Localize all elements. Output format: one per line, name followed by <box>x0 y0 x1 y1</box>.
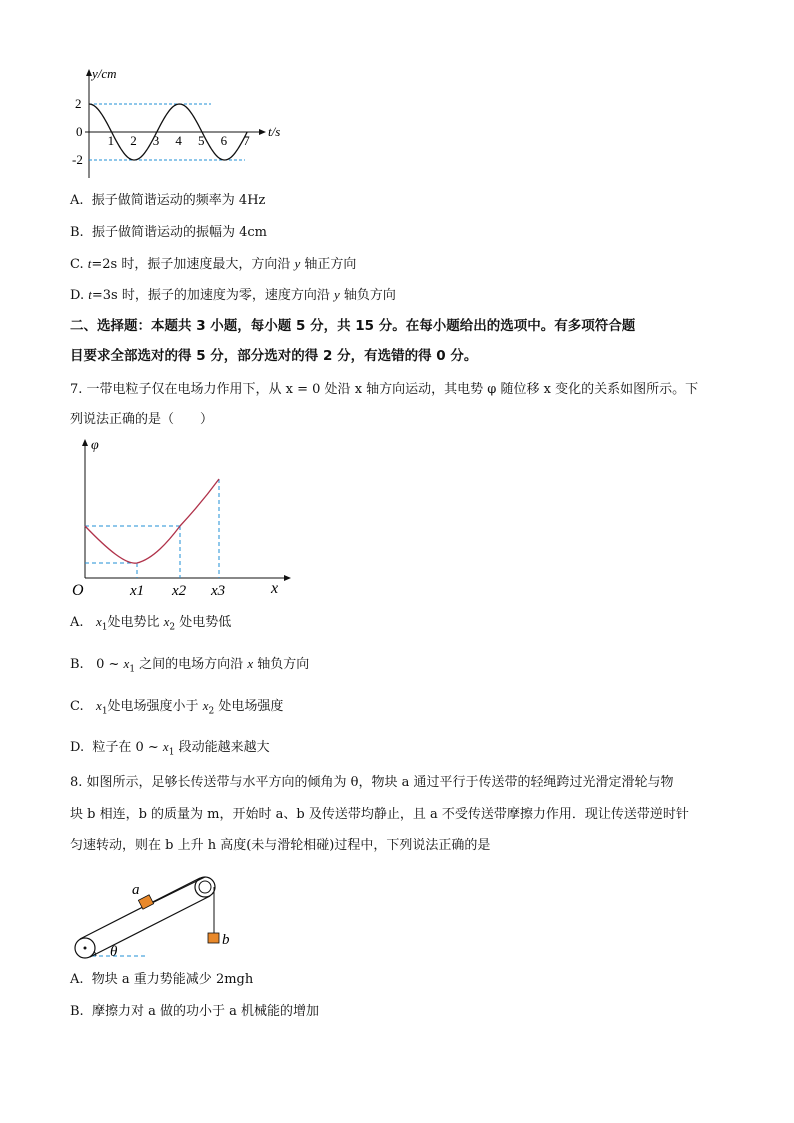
block-a <box>138 895 153 909</box>
q7-option-d: D. 粒子在 0 ~ $x_1$ 段动能越来越大 <box>70 739 270 758</box>
label-a: a <box>132 882 140 898</box>
top-pulley-inner <box>199 881 211 893</box>
potential-y-axis-label: φ <box>91 438 99 453</box>
potential-graph <box>68 432 308 602</box>
q8-option-b: B. 摩擦力对 a 做的功小于 a 机械能的增加 <box>70 1004 319 1019</box>
wave-ytick-2: 2 <box>75 96 82 111</box>
label-b: b <box>222 932 230 948</box>
q7-option-c: C. $x_1$处电场强度小于 $x_2$ 处电场强度 <box>70 698 284 717</box>
potential-x-axis-label: x <box>271 580 279 597</box>
q6-option-c: C. t=2s 时，振子加速度最大，方向沿 y 轴正方向 <box>70 256 357 272</box>
potential-curve <box>85 479 219 563</box>
label-theta: θ <box>110 944 118 960</box>
q7-stem-line1: 7. 一带电粒子仅在电场力作用下，从 x = 0 处沿 x 轴方向运动，其电势 φ 随位移 x 变化的关系如图所示。下 <box>70 382 699 397</box>
wave-xtick-2: 2 <box>130 133 137 148</box>
section2-heading-line1: 二、选择题：本题共 3 小题，每小题 5 分，共 15 分。在每小题给出的选项中。有多项符合题 <box>70 318 636 334</box>
conveyor-figure <box>68 860 248 965</box>
bottom-pulley-axle <box>84 947 87 950</box>
q6-option-b: B. 振子做简谐运动的振幅为 4cm <box>70 225 267 240</box>
wave-origin: 0 <box>76 124 83 139</box>
q6-option-a: A. 振子做简谐运动的频率为 4Hz <box>70 193 266 208</box>
wave-x-axis-label: t/s <box>268 124 281 139</box>
block-b <box>208 933 219 943</box>
x1-tick-label: x1 <box>130 583 145 599</box>
wave-xtick-6: 6 <box>220 133 228 148</box>
q8-option-a: A. 物块 a 重力势能减少 2mgh <box>70 972 254 987</box>
x2-tick-label: x2 <box>172 583 187 599</box>
x3-tick-label: x3 <box>211 583 226 599</box>
potential-origin: O <box>72 582 84 599</box>
q8-stem-line3: 匀速转动，则在 b 上升 h 高度(未与滑轮相碰)过程中，下列说法正确的是 <box>70 838 491 853</box>
wave-y-axis-label: y/cm <box>92 66 117 81</box>
q7-stem-line2: 列说法正确的是（ ） <box>70 412 214 427</box>
q7-option-b: B. 0 ~ $x_1$ 之间的电场方向沿 x 轴负方向 <box>70 656 310 675</box>
wave-graph <box>60 62 300 187</box>
belt-top-edge <box>80 878 200 939</box>
wave-xtick-7: 7 <box>243 133 250 148</box>
section2-heading-line2: 目要求全部选对的得 5 分，部分选对的得 2 分，有选错的得 0 分。 <box>70 348 478 364</box>
wave-xtick-1: 1 <box>107 133 115 148</box>
q7-option-a: A. $x_1$处电势比 $x_2$ 处电势低 <box>70 614 232 633</box>
q8-stem-line2: 块 b 相连，b 的质量为 m，开始时 a、b 及传送带均静止，且 a 不受传送带摩擦力作用．现让传送带逆时针 <box>70 807 689 822</box>
wave-xtick-3: 3 <box>152 133 160 148</box>
wave-ytick-neg2: -2 <box>72 152 83 167</box>
q6-option-d: D. t=3s 时，振子的加速度为零，速度方向沿 y 轴负方向 <box>70 287 396 303</box>
wave-xtick-4: 4 <box>175 133 182 148</box>
q8-stem-line1: 8. 如图所示，足够长传送带与水平方向的倾角为 θ，物块 a 通过平行于传送带的轻绳跨过光滑定滑轮与物 <box>70 775 674 790</box>
wave-xtick-5: 5 <box>198 133 205 148</box>
